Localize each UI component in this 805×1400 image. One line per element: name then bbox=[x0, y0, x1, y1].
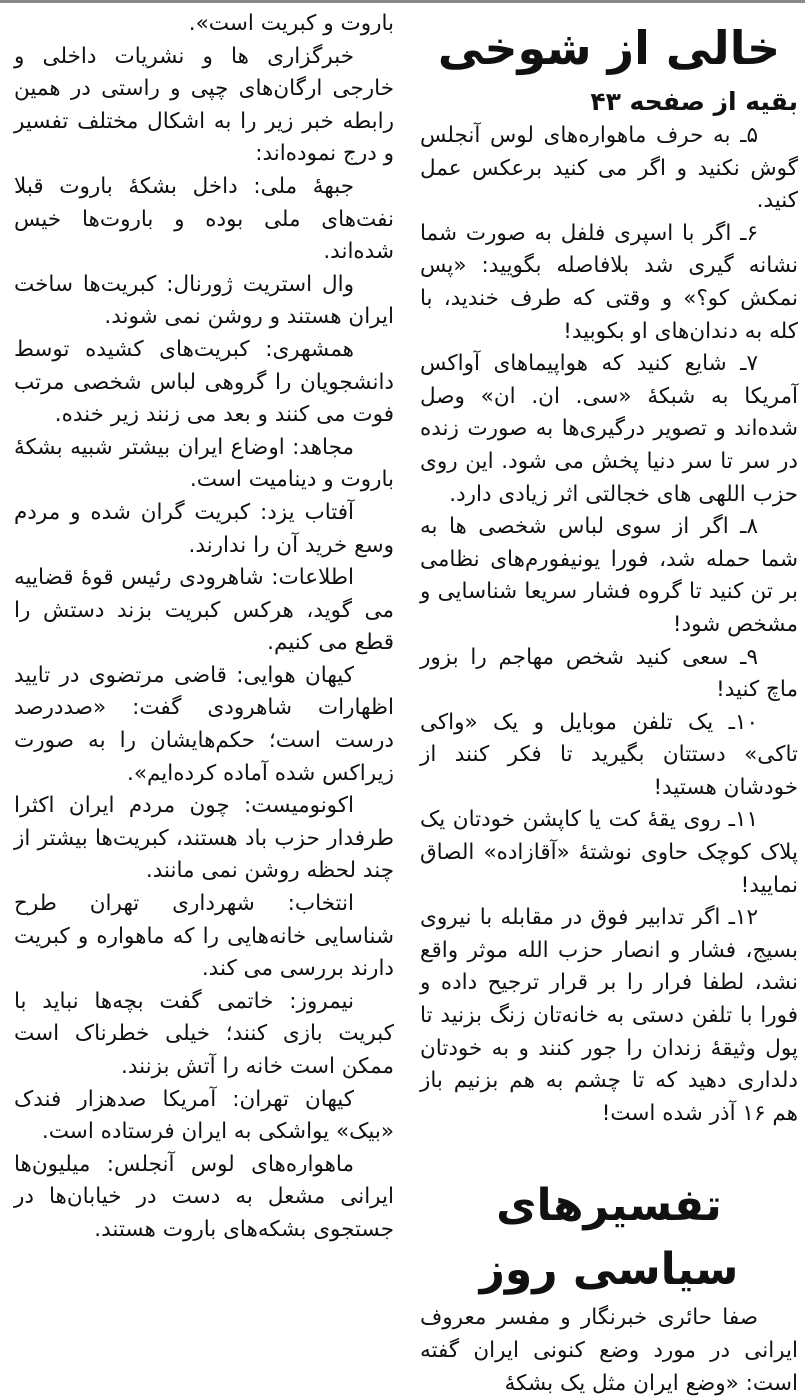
quote-item: ماهواره‌های لوس آنجلس: میلیون‌ها ایرانی مشعل به دست در خیابان‌ها در جستجوی بشکه‌های باروت هستند. bbox=[14, 1151, 394, 1242]
quote-item: جبههٔ ملی: داخل بشکهٔ باروت قبلا نفت‌های ملی بوده و باروت‌ها خیس شده‌اند. bbox=[14, 173, 394, 265]
list-item: ۱۲ـ اگر تدابیر فوق در مقابله با نیروی بسیج، فشار و انصار حزب الله موثر واقع نشد، لطفا فرار را بر قرار ترجیح داده و فورا با تلفن دستی به خانه‌تان زنگ بزنید تا پول وثیقهٔ زندان را جور کنند و به خودتان دلداری دهید که تا چشم به هم بزنیم باز هم ۱۶ آذر شده است! bbox=[420, 905, 798, 1126]
quote-item: انتخاب: شهرداری تهران طرح شناسایی خانه‌هایی را که ماهواره و کبریت دارند بررسی می کند. bbox=[14, 891, 394, 982]
quote-item: مجاهد: اوضاع ایران بیشتر شبیه بشکهٔ باروت و دینامیت است. bbox=[14, 434, 394, 493]
headline-tafsirhaye-siasi: تفسیرهای سیاسی روز bbox=[479, 1180, 739, 1296]
left-column bbox=[14, 8, 394, 1247]
quote-item: اکونومیست: چون مردم ایران اکثرا طرفدار حزب باد هستند، کبریت‌ها بیشتر از چند لحظه روشن نمی مانند. bbox=[14, 793, 394, 884]
article-paragraph: خبرگزاری ها و نشریات داخلی و خارجی ارگان‌های چپی و راستی در همین رابطه خبر زیر را به اشکال مختلف تفسیر و درج نموده‌اند: bbox=[14, 43, 394, 167]
top-rule bbox=[0, 0, 805, 3]
list-item: ۹ـ سعی کنید شخص مهاجم را بزور ماچ کنید! bbox=[420, 644, 798, 703]
list-item: ۱۰ـ یک تلفن موبایل و یک «واکی تاکی» دستتان بگیرید تا فکر کنند از خودشان هستید! bbox=[420, 709, 798, 800]
article-paragraph: صفا حائری خبرنگار و مفسر معروف ایرانی در مورد وضع کنونی ایران گفته است: «وضع ایران مثل یک بشکهٔ bbox=[420, 1305, 798, 1396]
right-column bbox=[420, 8, 798, 1400]
continued-from-label: بقیه از صفحه ۴۳ bbox=[590, 87, 798, 116]
quote-item: آفتاب یزد: کبریت گران شده و مردم وسع خرید آن را ندارند. bbox=[14, 499, 394, 558]
quote-item: نیمروز: خاتمی گفت بچه‌ها نباید با کبریت بازی کنند؛ خیلی خطرناک است ممکن است خانه را آتش بزنند. bbox=[14, 988, 394, 1079]
quote-item: اطلاعات: شاهرودی رئیس قوهٔ قضاییه می گوید، هرکس کبریت بزند دستش را قطع می کنیم. bbox=[14, 565, 394, 656]
quote-item: کیهان تهران: آمریکا صدهزار فندک «بیک» یواشکی به ایران فرستاده است. bbox=[14, 1086, 394, 1145]
article-paragraph: باروت و کبریت است». bbox=[188, 11, 394, 36]
quote-item: کیهان هوایی: قاضی مرتضوی در تایید اظهارات شاهرودی گفت: «صددرصد درست است؛ حکم‌هایشان را به صورت زیراکس شده آماده کرده‌ایم». bbox=[14, 662, 394, 786]
list-item: ۶ـ اگر با اسپری فلفل به صورت شما نشانه گیری شد بلافاصله بگویید: «پس نمکش کو؟» و وقتی که طرف خندید، با کله به دندان‌های او بکوبید! bbox=[420, 220, 798, 344]
quote-item: همشهری: کبریت‌های کشیده توسط دانشجویان را گروهی لباس شخصی مرتب فوت می کنند و بعد می زنند زیر خنده. bbox=[14, 336, 394, 428]
quote-item: وال استریت ژورنال: کبریت‌ها ساخت ایران هستند و روشن نمی شوند. bbox=[14, 271, 394, 330]
list-item: ۵ـ به حرف ماهواره‌های لوس آنجلس گوش نکنید و اگر می کنید برعکس عمل کنید. bbox=[420, 123, 798, 214]
headline-khali-az-shookhi: خالی از شوخی bbox=[437, 21, 781, 75]
list-item: ۱۱ـ روی یقهٔ کت یا کاپشن خودتان یک پلاک کوچک حاوی نوشتهٔ «آقازاده» الصاق نمایید! bbox=[420, 807, 798, 898]
list-item: ۸ـ اگر از سوی لباس شخصی ها به شما حمله شد، فورا یونیفورم‌های نظامی بر تن کنید تا گروه فشار سریعا شناسایی و مشخص شود! bbox=[420, 514, 798, 637]
list-item: ۷ـ شایع کنید که هواپیماهای آواکس آمریکا به شبکهٔ «سی. ان. ان» وصل شده‌اند و تصویر درگیری‌ها به صورت زنده در سر تا سر دنیا پخش می شود. این روی حزب اللهی های خجالتی اثر زیادی دارد. bbox=[420, 351, 798, 507]
